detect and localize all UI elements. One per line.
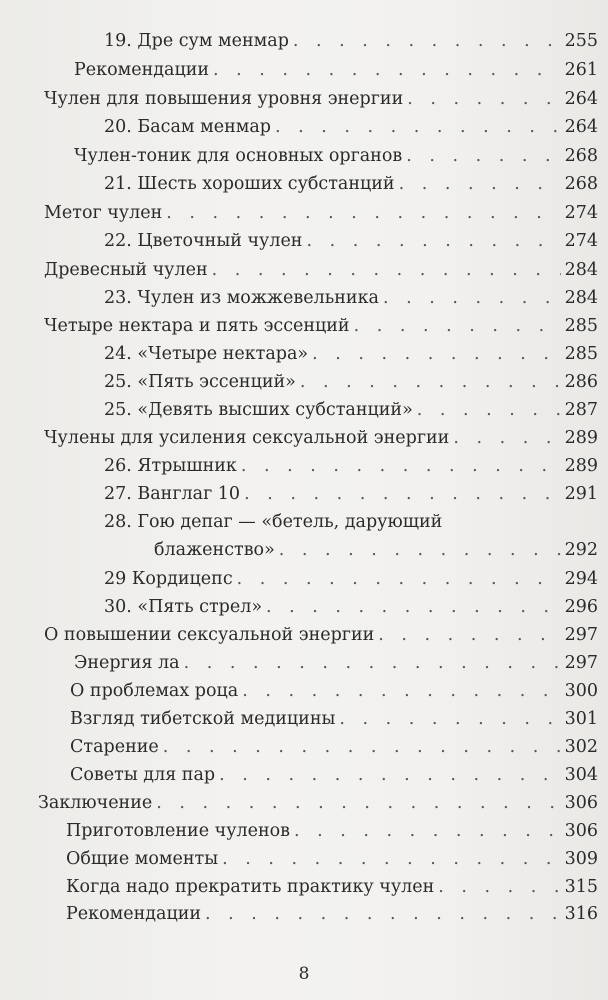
page-number: 8 — [298, 964, 310, 984]
leader-dots — [205, 901, 561, 928]
toc-entry-title: 19. Дре сум менмар — [104, 31, 289, 51]
toc-entry-title: 30. «Пять стрел» — [104, 597, 263, 617]
toc-entry-page: 264 — [564, 89, 598, 109]
toc-entry — [66, 901, 598, 928]
toc-entry-title: 27. Ванглаг 10 — [104, 484, 241, 504]
toc-entry — [104, 594, 598, 621]
toc-entry-page: 306 — [564, 821, 598, 841]
toc-entry-page: 304 — [564, 765, 598, 785]
toc-entry — [74, 57, 598, 84]
toc-entry-page: 284 — [564, 288, 598, 308]
leader-dots — [266, 594, 561, 621]
toc-entry — [44, 200, 598, 227]
leader-dots — [293, 28, 561, 55]
toc-entry-page: 287 — [564, 400, 598, 420]
toc-entry — [104, 114, 598, 141]
toc-entry-title: 26. Ятрышник — [104, 456, 237, 476]
toc-entry — [44, 425, 598, 452]
toc-entry-page: 255 — [564, 31, 598, 51]
leader-dots — [294, 818, 561, 845]
toc-entry — [104, 28, 598, 55]
toc-entry-title: Старение — [70, 737, 159, 757]
toc-entry-page: 316 — [564, 904, 598, 924]
toc-entry-page: 291 — [564, 484, 598, 504]
leader-dots — [378, 622, 560, 649]
leader-dots — [407, 86, 560, 113]
leader-dots — [339, 706, 560, 733]
toc-entry-title: 22. Цветочный чулен — [104, 231, 303, 251]
leader-dots — [312, 341, 560, 368]
toc-entry-title: 23. Чулен из можжевельника — [104, 288, 379, 308]
leader-dots — [166, 200, 560, 227]
toc-entry-page: 309 — [564, 849, 598, 869]
toc-entry — [104, 285, 598, 312]
leader-dots — [453, 425, 560, 452]
toc-entry-title: 20. Басам менмар — [104, 117, 271, 137]
toc-entry — [70, 706, 598, 733]
toc-entry-title: Метог чулен — [44, 203, 163, 223]
toc-entry — [104, 453, 598, 480]
toc-entry-page: 297 — [564, 653, 598, 673]
toc-entry-page: 286 — [564, 372, 598, 392]
toc-entry-title: Общие моменты — [66, 849, 219, 869]
toc-entry-title: Чулены для усиления сексуальной энергии — [44, 428, 450, 448]
toc-entry — [38, 790, 598, 817]
toc-entry-page: 289 — [564, 456, 598, 476]
toc-entry-title: Древесный чулен — [44, 260, 208, 280]
toc-entry — [104, 228, 598, 255]
toc-entry-page: 306 — [564, 793, 598, 813]
leader-dots — [219, 762, 560, 789]
toc-entry-page: 274 — [564, 231, 598, 251]
toc-entry-page: 284 — [564, 260, 598, 280]
toc-entry — [154, 537, 598, 564]
leader-dots — [417, 397, 561, 424]
toc-entry — [44, 313, 598, 340]
leader-dots — [156, 790, 560, 817]
leader-dots — [300, 369, 561, 396]
toc-entry — [44, 257, 598, 284]
toc-entry-page: 285 — [564, 344, 598, 364]
toc-entry — [104, 369, 598, 396]
toc-entry — [66, 818, 598, 845]
toc-entry-title: 25. «Пять эссенций» — [104, 372, 296, 392]
leader-dots — [438, 874, 560, 901]
leader-dots — [383, 285, 561, 312]
toc-entry-page: 300 — [564, 681, 598, 701]
toc-entry-page: 264 — [564, 117, 598, 137]
toc-entry-page: 297 — [564, 625, 598, 645]
leader-dots — [244, 481, 561, 508]
toc-entry — [70, 762, 598, 789]
leader-dots — [399, 171, 561, 198]
toc-entry-page: 301 — [564, 709, 598, 729]
leader-dots — [275, 114, 561, 141]
leader-dots — [237, 566, 561, 593]
toc-entry — [74, 143, 598, 170]
toc-entry-title: Когда надо прекратить практику чулен — [66, 877, 435, 897]
toc-entry-title: блаженство» — [154, 540, 275, 560]
toc-entry-page: 285 — [564, 316, 598, 336]
leader-dots — [213, 57, 561, 84]
toc-entry-title: О проблемах роца — [70, 681, 239, 701]
toc-entry-title: Советы для пар — [70, 765, 216, 785]
toc-entry-page: 302 — [564, 737, 598, 757]
toc-entry-title: Чулен для повышения уровня энергии — [44, 89, 404, 109]
toc-entry-page: 268 — [564, 146, 598, 166]
toc-entry-page: 294 — [564, 569, 598, 589]
toc-entry-title: Приготовление чуленов — [66, 821, 291, 841]
toc-entry-title: Рекомендации — [74, 60, 210, 80]
toc-entry-title-line1: 28. Гою депаг — «бетель, дарующий — [104, 512, 443, 532]
toc-entry — [74, 650, 598, 677]
toc-entry-title: О повышении сексуальной энергии — [44, 625, 375, 645]
leader-dots — [279, 537, 561, 564]
toc-entry — [104, 566, 598, 593]
toc-entry — [104, 397, 598, 424]
toc-entry-title: Рекомендации — [66, 904, 202, 924]
toc-entry — [70, 734, 598, 761]
toc-entry-page: 274 — [564, 203, 598, 223]
toc-entry — [104, 341, 598, 368]
toc-entry-page: 268 — [564, 174, 598, 194]
leader-dots — [354, 313, 561, 340]
toc-entry-title: Чулен-тоник для основных органов — [74, 146, 403, 166]
toc-entry-title: 24. «Четыре нектара» — [104, 344, 309, 364]
leader-dots — [184, 650, 561, 677]
toc-entry-title: Энергия ла — [74, 653, 180, 673]
toc-entry — [104, 481, 598, 508]
toc-entry — [70, 678, 598, 705]
toc-entry — [44, 622, 598, 649]
toc-entry-title: Взгляд тибетской медицины — [70, 709, 336, 729]
toc-entry-page: 296 — [564, 597, 598, 617]
toc-entry-page: 315 — [564, 877, 598, 897]
toc-entry — [66, 846, 598, 873]
toc-entry — [104, 171, 598, 198]
leader-dots — [212, 257, 561, 284]
leader-dots — [306, 228, 560, 255]
toc-entry-page: 289 — [564, 428, 598, 448]
toc-entry-title: 21. Шесть хороших субстанций — [104, 174, 395, 194]
toc-entry-title: 29 Кордицепс — [104, 569, 233, 589]
leader-dots — [406, 143, 560, 170]
toc-entry-page: 292 — [564, 540, 598, 560]
leader-dots — [242, 678, 560, 705]
toc-entry — [66, 874, 598, 901]
toc-entry — [44, 86, 598, 113]
leader-dots — [222, 846, 560, 873]
leader-dots — [241, 453, 561, 480]
toc-entry-title: Четыре нектара и пять эссенций — [44, 316, 350, 336]
toc-entry-title: Заключение — [38, 793, 153, 813]
toc-entry-title: 25. «Девять высших субстанций» — [104, 400, 413, 420]
toc-entry-page: 261 — [564, 60, 598, 80]
leader-dots — [163, 734, 561, 761]
